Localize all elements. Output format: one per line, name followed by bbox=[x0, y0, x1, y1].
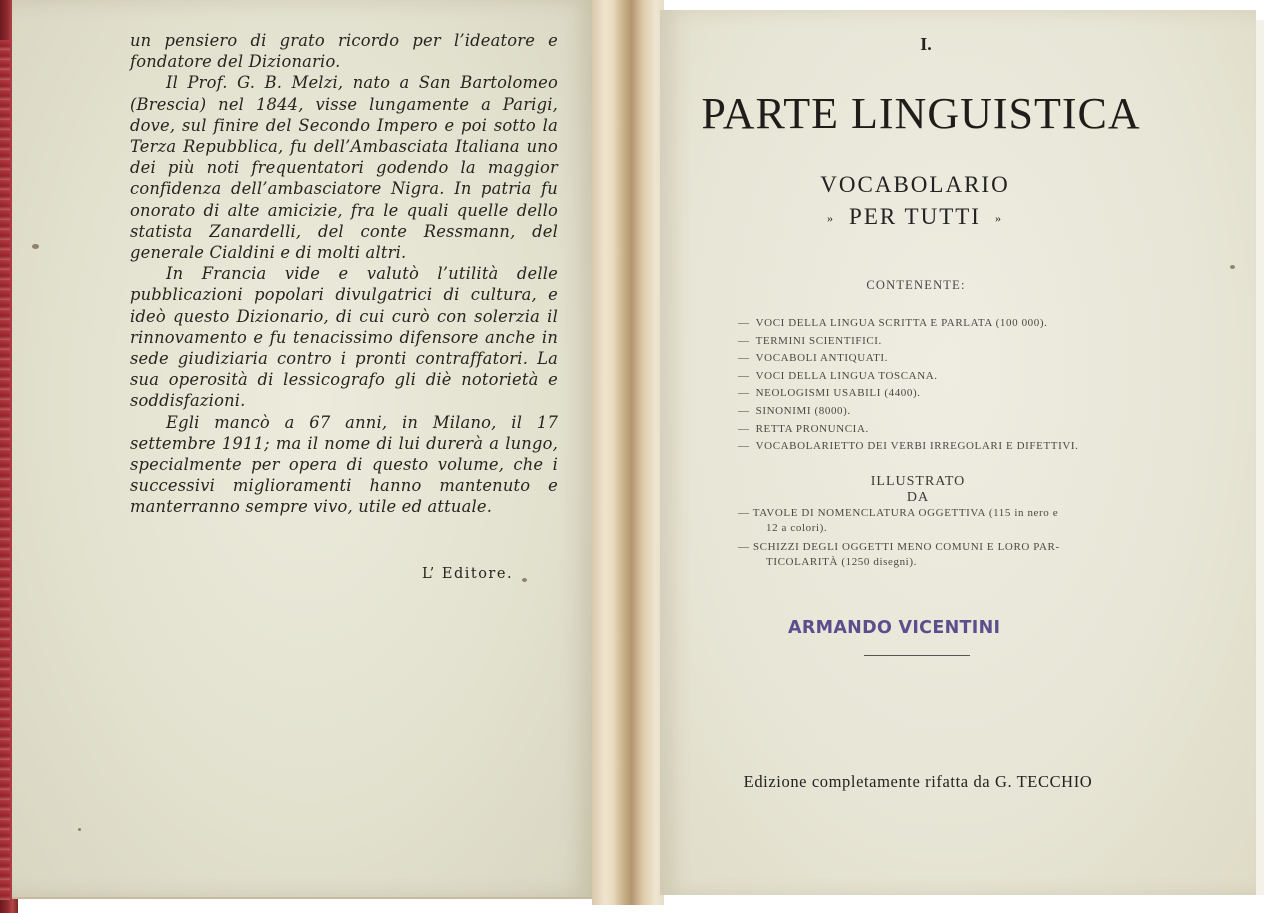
left-page-text bbox=[130, 30, 558, 518]
foxing-spot bbox=[32, 244, 39, 249]
list-item: — VOCABOLARIETTO DEI VERBI IRREGOLARI E DIFETTIVI. bbox=[738, 440, 1079, 453]
edition-line: Edizione completamente rifatta da G. TECCHIO bbox=[743, 772, 1093, 791]
paragraph-2: Il Prof. G. B. Melzi, nato a San Bartolomeo (Brescia) nel 1844, visse lungamente a Parigi, dove, sul finire del Secondo Impero e poi sotto la Terza Repubblica, fu dell’Ambasciata Italiana uno dei più noti frequentatori godendo la maggior confidenza dell’ambasciatore Nigra. In patria fu onorato di alte amicizie, fra le quali quelle dello statista Zanardelli, del conte Ressmann, del generale Cialdini e di molti altri. bbox=[130, 73, 558, 263]
subtitle-per-tutti bbox=[780, 204, 1050, 230]
list-item: — VOCI DELLA LINGUA SCRITTA E PARLATA (100 000). bbox=[738, 317, 1048, 329]
illustrated-list bbox=[738, 506, 1108, 574]
list-item: — VOCI DELLA LINGUA TOSCANA. bbox=[738, 369, 938, 382]
publisher-signature: L’ Editore. bbox=[422, 566, 514, 582]
foxing-spot bbox=[78, 828, 81, 831]
foxing-spot bbox=[522, 578, 527, 582]
quote-mark-right: » bbox=[994, 211, 1003, 226]
page-title: PARTE LINGUISTICA bbox=[701, 89, 1141, 138]
list-item: — TERMINI SCIENTIFICI. bbox=[738, 334, 882, 347]
book-gutter bbox=[592, 0, 664, 905]
list-item: — SINONIMI (8000). bbox=[738, 404, 851, 417]
quote-mark-left: » bbox=[827, 211, 836, 226]
paragraph-3: In Francia vide e valutò l’utilità delle pubblicazioni popolari divulgatrici di cultura, e ideò questo Dizionario, di cui curò con solerzia il rinnovamento e fu tenacissimo difensore anche in sede giudiziaria contro i pronti contraffatori. La sua operosità di lessicografo gli diè notorietà e soddisfazioni. bbox=[130, 264, 558, 411]
list-item: — SCHIZZI DEGLI OGGETTI MENO COMUNI E LORO PAR- TICOLARITÀ (1250 disegni). bbox=[738, 541, 1060, 568]
subtitle-per-tutti-text: PER TUTTI bbox=[849, 204, 981, 229]
subtitle-vocabolario: VOCABOLARIO bbox=[820, 172, 1010, 197]
illustrated-heading: ILLUSTRATO DA bbox=[870, 474, 966, 505]
list-item: — VOCABOLI ANTIQUATI. bbox=[738, 352, 888, 365]
paragraph-4: Egli mancò a 67 anni, in Milano, il 17 settembre 1911; ma il nome di lui durerà a lungo, specialmente per opera di questo volume, che i successivi miglioramenti hanno mantenuto e manterranno sempre vivo, utile ed attuale. bbox=[130, 412, 558, 517]
book-cover-spine-texture bbox=[0, 40, 10, 900]
contents-list bbox=[738, 315, 1118, 456]
section-numeral: I. bbox=[920, 34, 932, 54]
paragraph-1: un pensiero di grato ricordo per l’ideatore e fondatore del Dizionario. bbox=[130, 31, 558, 72]
list-item: — TAVOLE DI NOMENCLATURA OGGETTIVA (115 in nero e 12 a colori). bbox=[738, 507, 1059, 534]
list-item: — RETTA PRONUNCIA. bbox=[738, 422, 869, 435]
right-page-edge bbox=[1256, 20, 1264, 895]
divider-rule bbox=[864, 655, 970, 656]
foxing-spot bbox=[1230, 265, 1235, 269]
owner-stamp: ARMANDO VICENTINI bbox=[788, 618, 1001, 638]
list-item: — NEOLOGISMI USABILI (4400). bbox=[738, 387, 921, 400]
contents-heading: CONTENENTE: bbox=[866, 278, 966, 292]
